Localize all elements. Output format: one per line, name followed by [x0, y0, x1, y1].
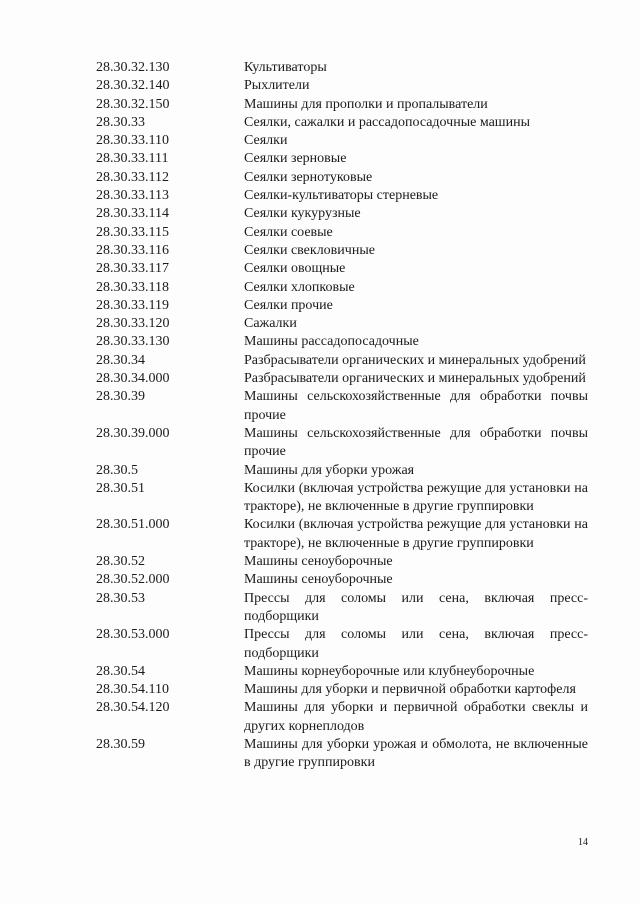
- row-name: Прессы для соломы или сена, включая пресс-подборщики: [244, 627, 588, 661]
- table-row: [0, 681, 640, 699]
- row-code: 28.30.52: [96, 554, 145, 570]
- row-name: Культиваторы: [244, 60, 327, 75]
- table-row: [0, 242, 640, 260]
- row-code: 28.30.53: [96, 590, 145, 606]
- row-code: 28.30.33.119: [96, 297, 169, 313]
- table-row: [0, 77, 640, 95]
- row-code: 28.30.33.118: [96, 279, 169, 295]
- table-row: [0, 462, 640, 480]
- page-number: 14: [578, 837, 588, 848]
- row-name: Сеялки овощные: [244, 261, 346, 277]
- table-row: [0, 333, 640, 351]
- row-code: 28.30.51: [96, 480, 145, 496]
- row-code: 28.30.33.117: [96, 261, 169, 277]
- row-name: Рыхлители: [244, 78, 310, 94]
- table-row: [0, 571, 640, 589]
- row-code: 28.30.53.000: [96, 627, 170, 643]
- row-code: 28.30.54.110: [96, 682, 169, 698]
- row-name: Сеялки, сажалки и рассадопосадочные машины: [244, 114, 530, 130]
- row-name: Сажалки: [244, 316, 297, 332]
- table-row: [0, 663, 640, 681]
- row-code: 28.30.52.000: [96, 572, 170, 588]
- row-name: Машины для прополки и пропалыватели: [244, 96, 488, 112]
- row-name: Машины сеноуборочные: [244, 572, 393, 588]
- row-name: Сеялки-культиваторы стерневые: [244, 188, 439, 204]
- row-code: 28.30.33: [96, 114, 145, 130]
- row-name: Разбрасыватели органических и минеральных удобрений: [244, 371, 586, 387]
- row-code: 28.30.33.115: [96, 224, 169, 240]
- row-code: 28.30.32.130: [96, 60, 170, 75]
- table-row: [0, 736, 640, 773]
- row-code: 28.30.33.110: [96, 133, 169, 149]
- row-code: 28.30.59: [96, 736, 145, 752]
- table-row: [0, 516, 640, 553]
- table-row: [0, 425, 640, 462]
- row-code: 28.30.33.113: [96, 188, 169, 204]
- table-row: [0, 480, 640, 517]
- row-code: 28.30.34.000: [96, 371, 170, 387]
- table-row: [0, 370, 640, 388]
- row-name: Прессы для соломы или сена, включая пресс-подборщики: [244, 590, 588, 624]
- row-name: Машины для уборки урожая и обмолота, не включенные в другие группировки: [244, 736, 588, 771]
- row-name: Машины для уборки урожая: [244, 462, 415, 478]
- row-name: Сеялки соевые: [244, 224, 333, 240]
- row-name: Сеялки прочие: [244, 297, 333, 313]
- table-row: [0, 169, 640, 187]
- row-name: Сеялки: [244, 133, 288, 149]
- row-name: Машины сельскохозяйственные для обработки почвы прочие: [244, 425, 588, 460]
- row-code: 28.30.33.130: [96, 334, 170, 350]
- row-name: Машины для уборки и первичной обработки свеклы и других корнеплодов: [244, 700, 588, 734]
- row-code: 28.30.33.112: [96, 169, 169, 185]
- row-code: 28.30.39.000: [96, 425, 170, 441]
- row-code: 28.30.33.116: [96, 242, 169, 258]
- row-name: Сеялки кукурузные: [244, 206, 361, 222]
- table-row: [0, 279, 640, 297]
- table-row: [0, 315, 640, 333]
- row-name: Косилки (включая устройства режущие для установки на тракторе), не включенные в другие группировки: [244, 480, 588, 515]
- table-row: [0, 699, 640, 736]
- classification-table: [0, 59, 640, 773]
- table-row: [0, 59, 640, 77]
- row-name: Машины корнеуборочные или клубнеуборочные: [244, 663, 535, 679]
- table-row: [0, 260, 640, 278]
- table-row: [0, 132, 640, 150]
- table-row: [0, 114, 640, 132]
- row-name: Сеялки зерновые: [244, 151, 347, 167]
- table-row: [0, 388, 640, 425]
- row-name: Сеялки зернотуковые: [244, 169, 373, 185]
- row-name: Машины сельскохозяйственные для обработки почвы прочие: [244, 389, 588, 423]
- table-row: [0, 96, 640, 114]
- row-name: Машины сеноуборочные: [244, 554, 393, 570]
- row-name: Сеялки свекловичные: [244, 242, 375, 258]
- row-code: 28.30.5: [96, 462, 138, 478]
- row-code: 28.30.54: [96, 663, 145, 679]
- row-code: 28.30.33.120: [96, 316, 170, 332]
- table-row: [0, 352, 640, 370]
- table-row: [0, 150, 640, 168]
- row-code: 28.30.33.111: [96, 151, 169, 167]
- row-code: 28.30.51.000: [96, 517, 170, 533]
- row-name: Сеялки хлопковые: [244, 279, 355, 295]
- row-code: 28.30.33.114: [96, 206, 169, 222]
- table-row: [0, 205, 640, 223]
- table-row: [0, 224, 640, 242]
- table-row: [0, 590, 640, 627]
- row-code: 28.30.54.120: [96, 700, 170, 716]
- row-code: 28.30.32.150: [96, 96, 170, 112]
- row-code: 28.30.39: [96, 389, 145, 405]
- row-name: Машины рассадопосадочные: [244, 334, 419, 350]
- row-name: Машины для уборки и первичной обработки картофеля: [244, 682, 576, 698]
- row-code: 28.30.32.140: [96, 78, 170, 94]
- table-row: [0, 187, 640, 205]
- table-row: [0, 626, 640, 663]
- table-row: [0, 553, 640, 571]
- row-code: 28.30.34: [96, 352, 145, 368]
- table-row: [0, 297, 640, 315]
- row-name: Разбрасыватели органических и минеральных удобрений: [244, 352, 586, 368]
- row-name: Косилки (включая устройства режущие для установки на тракторе), не включенные в другие группировки: [244, 517, 588, 551]
